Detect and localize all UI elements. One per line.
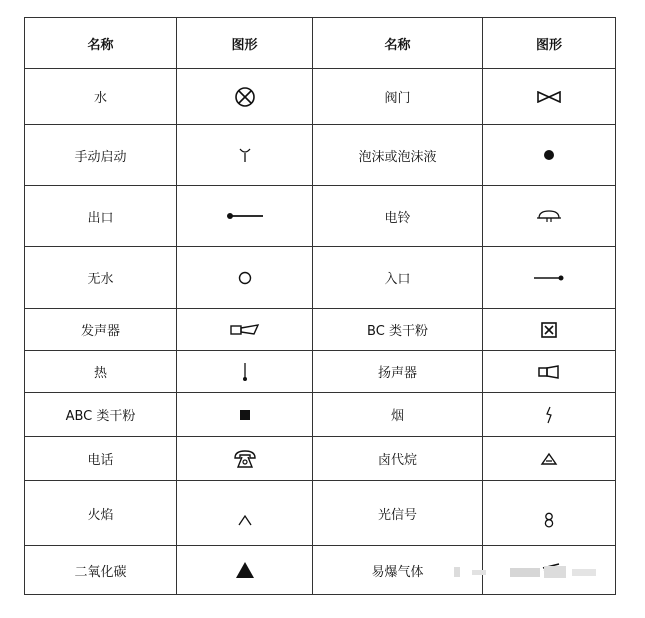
table-row [25, 247, 616, 309]
filled-triangle-icon [235, 561, 255, 579]
symbol-name: BC 类干粉 [313, 309, 483, 351]
table-header-row [25, 18, 616, 69]
header-shape-1: 图形 [177, 18, 313, 69]
watermark-logo-icon [452, 562, 602, 584]
table-row [25, 481, 616, 546]
table-row [25, 393, 616, 437]
symbol-name: 二氧化碳 [25, 546, 177, 595]
circle-x-icon [234, 86, 256, 108]
symbol-name: 水 [25, 69, 177, 125]
symbol-name: 手动启动 [25, 125, 177, 186]
watermark [452, 562, 602, 584]
header-name-2: 名称 [313, 18, 483, 69]
symbol-name: 电铃 [313, 186, 483, 247]
symbol-name: 光信号 [313, 481, 483, 546]
symbol-name: 电话 [25, 437, 177, 481]
symbol-name: 火焰 [25, 481, 177, 546]
table-row [25, 186, 616, 247]
symbol-name: 扬声器 [313, 351, 483, 393]
symbol-name: 发声器 [25, 309, 177, 351]
symbol-table [24, 17, 616, 595]
thermometer-icon [242, 362, 248, 382]
symbol-name: ABC 类干粉 [25, 393, 177, 437]
symbol-name: 卤代烷 [313, 437, 483, 481]
symbol-name: 入口 [313, 247, 483, 309]
header-shape-2: 图形 [483, 18, 616, 69]
caret-up-icon [237, 514, 253, 526]
line-dot-left-icon [226, 212, 264, 220]
telephone-icon [233, 449, 257, 469]
symbol-name: 热 [25, 351, 177, 393]
smoke-squiggle-icon [545, 406, 553, 424]
square-x-icon [541, 322, 557, 338]
sounder-icon [230, 324, 260, 336]
symbol-name: 阀门 [313, 69, 483, 125]
table-row [25, 351, 616, 393]
open-circle-icon [238, 271, 252, 285]
symbol-name: 无水 [25, 247, 177, 309]
symbol-name: 易爆气体 [313, 546, 483, 595]
table-row [25, 309, 616, 351]
table-row [25, 69, 616, 125]
header-name-1: 名称 [25, 18, 177, 69]
symbol-name: 出口 [25, 186, 177, 247]
y-fork-icon [238, 147, 252, 163]
filled-dot-icon [543, 149, 555, 161]
bell-icon [536, 209, 562, 223]
figure-eight-icon [544, 512, 554, 528]
symbol-name: 泡沫或泡沫液 [313, 125, 483, 186]
table-row [25, 437, 616, 481]
bowtie-valve-icon [537, 91, 561, 103]
speaker-icon [538, 365, 560, 379]
symbol-name: 烟 [313, 393, 483, 437]
triangle-with-line-icon [540, 452, 558, 466]
filled-square-icon [239, 409, 251, 421]
line-dot-right-icon [533, 274, 565, 282]
table-row [25, 125, 616, 186]
